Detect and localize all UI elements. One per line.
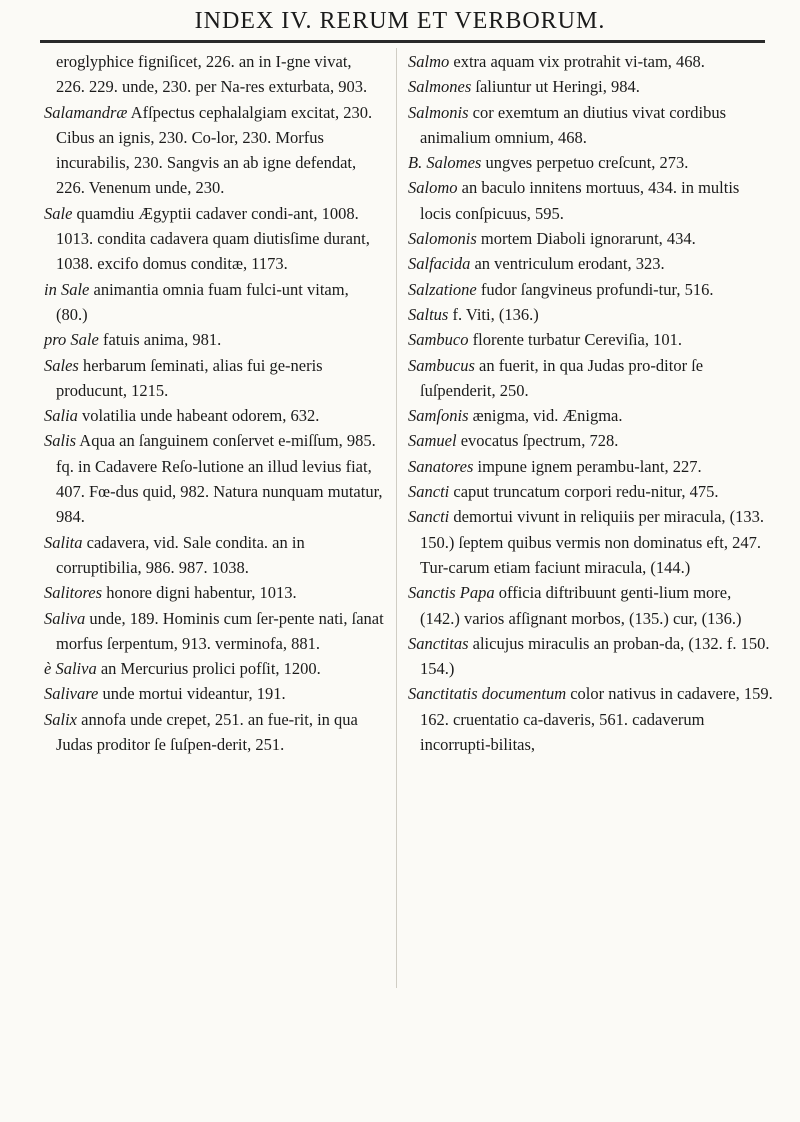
index-headword: Sambuco: [408, 330, 469, 350]
index-entry: [408, 49, 774, 74]
index-entry-text: quamdiu Ægyptii cadaver condi-ant, 1008. 1013. condita cadavera quam diutisſime durant, 1038. excifo domus conditæ, 1173.: [56, 203, 370, 274]
index-headword: Salmo: [408, 52, 450, 71]
index-entry-text: caput truncatum corpori redu-nitur, 475.: [449, 482, 719, 502]
index-entry-text: an ventriculum erodant, 323.: [470, 254, 665, 274]
index-headword: Sanctis Papa: [408, 583, 495, 603]
index-entry-text: evocatus ſpectrum, 728.: [456, 431, 619, 451]
index-entry: [44, 681, 384, 706]
index-entry-text: ungves perpetuo creſcunt, 273.: [481, 153, 689, 173]
index-entry: [44, 707, 384, 758]
index-headword: Sale: [44, 203, 73, 223]
index-entry-text: cadavera, vid. Sale condita. an in corruptibilia, 986. 987. 1038.: [56, 532, 305, 577]
index-headword: Salis: [44, 431, 77, 451]
index-headword: in Sale: [44, 279, 90, 299]
index-entry-text: unde mortui videantur, 191.: [98, 684, 286, 704]
index-headword: Salmonis: [408, 102, 469, 122]
right-column: [408, 49, 774, 757]
index-headword: B. Salomes: [408, 153, 482, 173]
index-entry: [44, 277, 384, 328]
index-entry: [44, 606, 384, 657]
index-entry: [408, 251, 774, 276]
index-headword: Sancti: [408, 507, 450, 527]
index-headword: Salmones: [408, 77, 472, 97]
index-entry: [44, 656, 384, 681]
index-entry-text: animantia omnia fuam fulci-unt vitam, (80.): [56, 279, 349, 324]
index-headword: è Saliva: [44, 659, 97, 679]
index-headword: Saliva: [44, 608, 86, 628]
index-entry: [408, 631, 774, 682]
index-headword: Sanctitatis documentum: [408, 684, 567, 704]
index-headword: Salita: [44, 532, 83, 552]
index-headword: pro Sale: [44, 330, 99, 350]
index-entry-text: annofa unde crepet, 251. an fue-rit, in qua Judas proditor ſe ſuſpen-derit, 251.: [56, 709, 358, 755]
index-entry-text: unde, 189. Hominis cum ſer-pente nati, ſanat morfus ſerpentum, 913. verminofa, 881.: [56, 608, 384, 653]
index-headword: Sambucus: [408, 355, 475, 375]
index-headword: Samſonis: [408, 406, 469, 426]
index-entry: [408, 454, 774, 479]
index-entry-text: florente turbatur Cereviſia, 101.: [468, 330, 683, 350]
index-entry: [408, 226, 774, 251]
index-headword: Sanctitas: [408, 633, 469, 653]
index-entry: [408, 580, 774, 631]
index-entry-text: Afſpectus cephalalgiam excitat, 230. Cibus an ignis, 230. Co-lor, 230. Morfus incurabilis, 230. Sangvis an ab igne defendat, 226. Venenum unde, 230.: [56, 102, 373, 198]
index-entry-text: extra aquam vix protrahit vi-tam, 468.: [449, 52, 705, 71]
index-headword: Salitores: [44, 583, 103, 603]
index-entry-text: demortui vivunt in reliquiis per miracula, (133. 150.) ſeptem quibus vermis non dominatus eft, 247. Tur-carum etiam faciunt miracula, (144.): [420, 507, 765, 577]
index-entry-text: cor exemtum an diutius vivat cordibus animalium omnium, 468.: [420, 102, 727, 147]
index-headword: Salomonis: [408, 229, 477, 249]
index-entry: [408, 175, 774, 226]
index-headword: Salamandræ: [44, 102, 128, 122]
left-column: [44, 49, 384, 757]
index-entry: [44, 201, 384, 277]
index-entry-text: eroglyphice figniſicet, 226. an in I-gne vivat, 226. 229. unde, 230. per Na-res exturbata, 903.: [56, 52, 368, 97]
index-entry: [44, 580, 384, 605]
index-entry-text: mortem Diaboli ignorarunt, 434.: [476, 229, 696, 249]
index-entry-text: Aqua an ſanguinem conſervet e-miſſum, 985. fq. in Cadavere Reſo-lutione an illud levius fiat, 407. Fœ-dus quid, 982. Natura nunquam mutatur, 984.: [56, 431, 383, 527]
index-headword: Salzatione: [408, 279, 477, 299]
index-headword: Salix: [44, 709, 77, 729]
index-entry: [408, 479, 774, 504]
index-entry: [44, 353, 384, 404]
index-entry: [408, 74, 774, 99]
index-entry: [44, 530, 384, 581]
index-headword: Sales: [44, 355, 79, 375]
index-entry: [408, 428, 774, 453]
index-entry: [408, 403, 774, 428]
header-rule: [40, 40, 765, 43]
index-entry: [408, 681, 774, 757]
index-headword: Salivare: [44, 684, 99, 704]
index-entry-text: officia diftribuunt genti-lium more, (142.) varios afſignant morbos, (135.) cur, (136.): [420, 583, 742, 628]
index-headword: Salfacida: [408, 254, 471, 274]
index-entry-text: herbarum ſeminati, alias fui ge-neris producunt, 1215.: [56, 355, 323, 400]
index-entry-text: ænigma, vid. Ænigma.: [468, 406, 623, 426]
index-entry-text: honore digni habentur, 1013.: [102, 583, 297, 603]
index-entry: [408, 150, 774, 175]
column-divider: [396, 48, 397, 988]
index-entry-text: fudor ſangvineus profundi-tur, 516.: [476, 279, 714, 299]
index-entry-text: an Mercurius prolici pofſit, 1200.: [96, 659, 321, 679]
index-entry-text: color nativus in cadavere, 159. 162. cruentatio ca-daveris, 561. cadaverum incorrupti-bilitas,: [420, 684, 773, 755]
index-entry-text: impune ignem perambu-lant, 227.: [473, 456, 702, 476]
index-entry: [44, 403, 384, 428]
index-entry: [44, 49, 384, 100]
index-entry: [408, 302, 774, 327]
index-entry-text: f. Viti, (136.): [448, 304, 539, 324]
index-headword: Sanatores: [408, 456, 474, 476]
index-headword: Saltus: [408, 304, 449, 324]
index-entry: [44, 100, 384, 201]
index-entry: [44, 327, 384, 352]
index-entry: [44, 428, 384, 529]
index-headword: Salia: [44, 406, 78, 426]
index-entry: [408, 277, 774, 302]
index-headword: Sancti: [408, 482, 450, 502]
index-entry-text: an baculo innitens mortuus, 434. in multis locis conſpicuus, 595.: [420, 178, 740, 223]
index-entry-text: alicujus miraculis an proban-da, (132. f. 150. 154.): [420, 633, 770, 679]
index-entry: [408, 504, 774, 580]
index-entry-text: ſaliuntur ut Heringi, 984.: [471, 77, 640, 97]
index-headword: Samuel: [408, 431, 457, 451]
index-entry: [408, 353, 774, 404]
page-header: INDEX IV. RERUM ET VERBORUM.: [194, 8, 606, 34]
index-entry-text: fatuis anima, 981.: [98, 330, 222, 350]
index-entry: [408, 100, 774, 151]
index-entry: [408, 327, 774, 352]
index-entry-text: volatilia unde habeant odorem, 632.: [77, 406, 320, 426]
index-entry-text: an fuerit, in qua Judas pro-ditor ſe ſuſpenderit, 250.: [420, 355, 704, 400]
index-headword: Salomo: [408, 178, 458, 198]
